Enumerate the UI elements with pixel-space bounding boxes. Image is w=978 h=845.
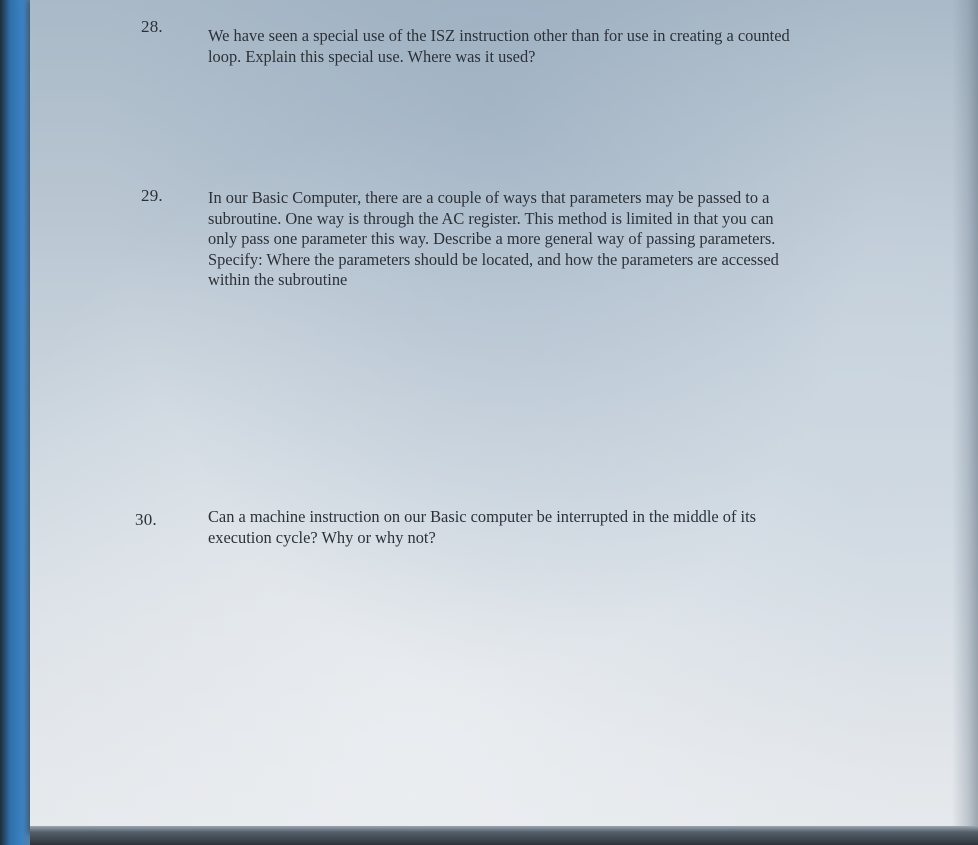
question-text: We have seen a special use of the ISZ instruction other than for use in creating a counted loop. Explain this special use. Where was it used?	[208, 26, 790, 66]
question-number: 28.	[141, 17, 163, 36]
question-number: 29.	[141, 186, 163, 205]
page-shadow-right	[952, 0, 978, 845]
worksheet-page	[30, 0, 978, 834]
question-text: In our Basic Computer, there are a couple of ways that parameters may be passed to a subroutine. One way is through the AC register. This method is limited in that you can only pass one parameter this way. Describe a more general way of passing parameters. Specify: Where the parameters should be located, and how the parameters are accessed within the subroutine	[208, 188, 779, 290]
question-number: 30.	[135, 510, 157, 529]
question-text: Can a machine instruction on our Basic computer be interrupted in the middle of its execution cycle? Why or why not?	[208, 507, 757, 547]
page-bottom-edge	[30, 826, 978, 845]
